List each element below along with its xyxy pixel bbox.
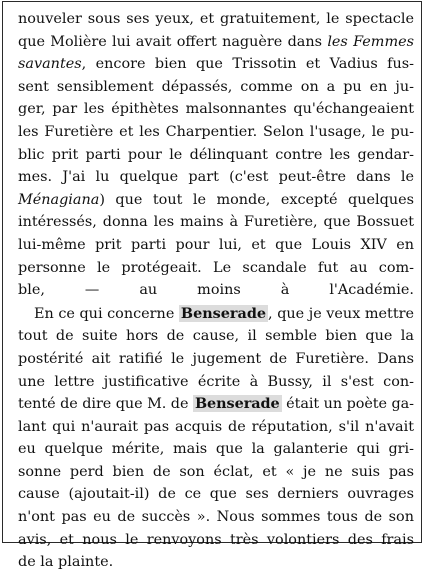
text-segment: cause (ajoutait-il) de ce que ses derniers ouvrages (18, 486, 414, 503)
text-line (18, 461, 418, 484)
text-segment: lant qui n'aurait pas acquis de réputation, s'il n'avait (18, 418, 414, 435)
text-segment: une lettre justificative écrite à Bussy, il s'est con- (18, 373, 414, 390)
text-segment: intéressés, donna les mains à Furetière, que Bossuet (18, 214, 414, 231)
text-segment: tout de suite hors de cause, il semble bien que la (18, 328, 414, 345)
text-line (18, 53, 418, 76)
text-segment: mes. J'ai lu quelque part (c'est peut-être dans le (18, 169, 414, 186)
text-line (18, 279, 418, 302)
italic-title: savantes (18, 56, 82, 73)
text-segment: lui-même prit parti pour lui, et que Louis XIV en (18, 236, 414, 253)
text-line (18, 393, 418, 416)
italic-title: les Femmes (327, 33, 414, 50)
italic-title: Ménagiana (18, 191, 100, 208)
text-segment: tenté de dire que M. de (18, 396, 193, 413)
text-segment: ger, par les épithètes malsonnantes qu'échangeaient (18, 101, 414, 118)
text-line (18, 98, 418, 121)
text-segment: blic prit parti pour le délinquant contre les gendar- (18, 146, 414, 163)
text-line (18, 211, 418, 234)
page-frame (2, 1, 422, 571)
text-segment: sonne perd bien de son éclat, et « je ne suis pas (18, 463, 414, 480)
text-segment: , que je veux mettre (268, 305, 414, 322)
highlighted-name: Benserade (180, 304, 267, 322)
text-line (18, 325, 418, 348)
text-line (18, 529, 418, 552)
text-segment: de la plainte. (18, 554, 114, 571)
text-segment: personne le protégeait. Le scandale fut au com- (18, 259, 414, 276)
text-line (18, 257, 418, 280)
text-line (18, 416, 418, 439)
body-text (18, 8, 418, 574)
text-segment: sent sensiblement dépassés, comme on a pu en ju- (18, 78, 414, 95)
text-line (18, 371, 418, 394)
text-line (18, 121, 418, 144)
text-segment: avis, et nous le renvoyons très volontiers des frais (18, 531, 414, 548)
text-line (18, 303, 418, 326)
text-segment: que Molière lui avait offert naguère dans (18, 33, 328, 50)
text-line (18, 31, 418, 54)
text-line (18, 166, 418, 189)
text-line (18, 438, 418, 461)
highlighted-name: Benserade (194, 395, 280, 413)
text-segment: était un poète ga- (281, 396, 414, 413)
text-line (18, 8, 418, 31)
text-line (18, 348, 418, 371)
text-segment: nouveler sous ses yeux, et gratuitement, le spectacle (18, 11, 414, 27)
text-segment: les Furetière et les Charpentier. Selon l'usage, le pu- (18, 123, 414, 140)
text-line (18, 483, 418, 506)
text-segment: postérité ait ratifié le jugement de Furetière. Dans (18, 350, 414, 367)
text-line (18, 76, 418, 99)
text-line (18, 144, 418, 167)
text-segment: , encore bien que Trissotin et Vadius fus- (81, 56, 414, 73)
text-line (18, 234, 418, 257)
text-segment: eu quelque mérite, mais que la galanterie qui gri- (18, 441, 414, 458)
text-segment: En ce qui concerne (34, 305, 179, 322)
text-line (18, 551, 418, 574)
text-line (18, 189, 418, 212)
text-line (18, 506, 418, 529)
text-segment: n'ont pas eu de succès ». Nous sommes tous de son (18, 509, 414, 526)
text-segment: ble, — au moins à l'Académie. (18, 282, 414, 299)
text-segment: ) que tout le monde, excepté quelques (99, 191, 414, 208)
